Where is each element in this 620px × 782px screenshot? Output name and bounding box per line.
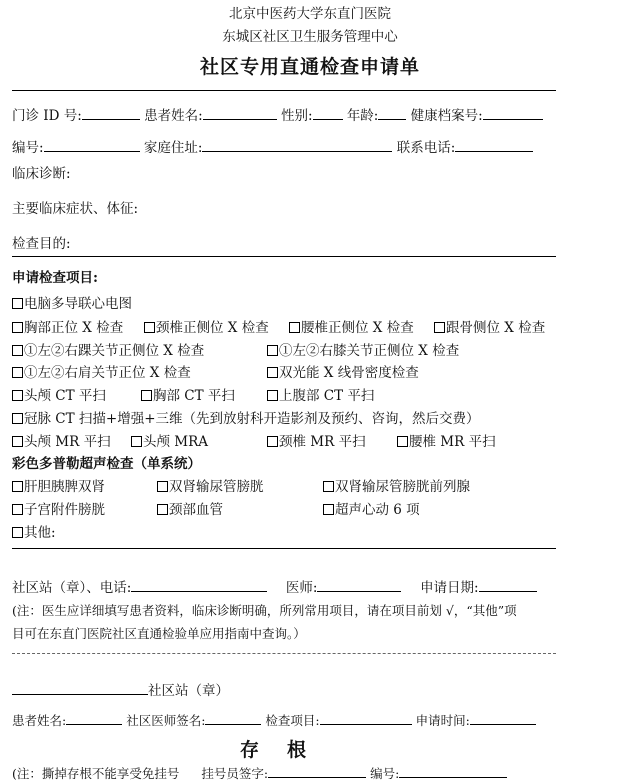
center-name: 东城区社区卫生服务管理中心 <box>222 29 398 45</box>
stub-number-label: 编号: <box>370 766 400 781</box>
exam-item-bone-density[interactable] <box>267 361 419 381</box>
checkbox[interactable] <box>12 345 23 356</box>
exam-item-label: 冠脉 CT 扫描+增强+三维（先到放射科开造影剂及预约、咨询，然后交费） <box>24 411 480 427</box>
patient-info-row-1 <box>12 104 543 124</box>
address-label: 家庭住址: <box>143 140 203 156</box>
exam-item-us-heart[interactable] <box>323 498 420 518</box>
tear-line <box>12 653 556 654</box>
checkbox[interactable] <box>323 481 334 492</box>
serial-no-label: 编号: <box>12 140 44 156</box>
exam-item-label: 颈部血管 <box>169 502 223 518</box>
note-line-1: (注：医生应详细填写患者资料，临床诊断明确，所列常用项目，请在项目前划 √，“其他”项 <box>12 603 517 618</box>
checkbox[interactable] <box>289 322 300 333</box>
exam-section-title: 申请检查项目: <box>12 270 98 286</box>
exam-item-label: 头颅 MR 平扫 <box>24 434 111 450</box>
exam-item-xray-knee[interactable] <box>267 339 459 359</box>
exam-item-label: 电脑多导联心电图 <box>24 296 132 312</box>
exam-item-xray-cervical[interactable] <box>144 316 269 336</box>
gender-field[interactable] <box>313 107 343 120</box>
exam-item-label: 上腹部 CT 平扫 <box>279 388 375 404</box>
stub-exam-item-label: 检查项目: <box>265 713 320 728</box>
exam-item-xray-shoulder[interactable] <box>12 361 191 381</box>
checkbox[interactable] <box>434 322 445 333</box>
checkbox[interactable] <box>267 436 278 447</box>
exam-item-label: ①左②右肩关节正位 X 检查 <box>24 365 191 381</box>
exam-item-us-neck[interactable] <box>157 498 223 518</box>
exam-item-xray-ankle[interactable] <box>12 339 204 359</box>
checkbox[interactable] <box>267 367 278 378</box>
stub-station-field[interactable] <box>12 682 148 695</box>
gender-label: 性别: <box>280 108 313 124</box>
exam-item-ct-chest[interactable] <box>141 384 235 404</box>
hospital-name: 北京中医药大学东直门医院 <box>229 6 391 22</box>
exam-item-label: 头颅 MRA <box>143 434 209 450</box>
checkbox[interactable] <box>12 527 23 538</box>
age-label: 年龄: <box>346 108 379 124</box>
exam-item-xray-heel[interactable] <box>434 316 545 336</box>
doctor-label: 医师: <box>285 580 318 596</box>
checkbox[interactable] <box>157 481 168 492</box>
stub-apply-time-label: 申请时间: <box>415 713 470 728</box>
checkbox[interactable] <box>12 504 23 515</box>
exam-item-label: 子宫附件膀胱 <box>24 502 105 518</box>
exam-item-label: 头颅 CT 平扫 <box>24 388 106 404</box>
checkbox[interactable] <box>131 436 142 447</box>
checkbox[interactable] <box>323 504 334 515</box>
diagnosis-label: 临床诊断: <box>12 166 71 182</box>
exam-item-us-kidney-prostate[interactable] <box>323 475 470 495</box>
stub-registrar-label: 挂号员签字: <box>201 766 269 781</box>
exam-item-ct-head[interactable] <box>12 384 106 404</box>
exam-item-label: 颈椎 MR 平扫 <box>279 434 366 450</box>
exam-item-xray-chest[interactable] <box>12 316 123 336</box>
serial-no-field[interactable] <box>44 139 140 152</box>
exam-item-label: 双光能 X 线骨密度检查 <box>279 365 419 381</box>
checkbox[interactable] <box>12 390 23 401</box>
checkbox[interactable] <box>12 298 23 309</box>
checkbox[interactable] <box>267 345 278 356</box>
purpose-label: 检查目的: <box>12 236 71 252</box>
exam-item-label: 胸部 CT 平扫 <box>153 388 235 404</box>
exam-item-label: 双肾输尿管膀胱 <box>169 479 264 495</box>
checkbox[interactable] <box>267 390 278 401</box>
divider <box>12 90 556 91</box>
exam-item-label: 颈椎正侧位 X 检查 <box>156 320 269 336</box>
stub-title: 存根 <box>240 739 335 761</box>
health-record-label: 健康档案号: <box>410 108 483 124</box>
exam-item-mr-lumbar[interactable] <box>397 430 496 450</box>
phone-field[interactable] <box>455 139 533 152</box>
stub-number-field[interactable] <box>399 765 507 778</box>
doctor-field[interactable] <box>317 579 401 592</box>
exam-item-us-uterus[interactable] <box>12 498 105 518</box>
stub-doctor-sign-field[interactable] <box>205 712 261 725</box>
symptoms-label: 主要临床症状、体征: <box>12 201 139 217</box>
exam-item-us-liver[interactable] <box>12 475 105 495</box>
exam-item-ecg[interactable] <box>12 292 132 312</box>
checkbox[interactable] <box>141 390 152 401</box>
checkbox[interactable] <box>12 413 23 424</box>
divider <box>12 256 556 257</box>
stub-station-row <box>12 679 229 699</box>
exam-item-label: 跟骨侧位 X 检查 <box>446 320 546 336</box>
stub-footer-row <box>12 764 507 782</box>
form-title: 社区专用直通检查申请单 <box>199 56 420 78</box>
apply-date-field[interactable] <box>479 579 537 592</box>
apply-date-label: 申请日期: <box>420 580 479 596</box>
patient-info-row-2 <box>12 136 533 156</box>
exam-item-label: 其他: <box>24 525 56 541</box>
checkbox[interactable] <box>12 367 23 378</box>
exam-item-label: 腰椎正侧位 X 检查 <box>301 320 414 336</box>
checkbox[interactable] <box>397 436 408 447</box>
ultrasound-title: 彩色多普勒超声检查（单系统） <box>12 456 201 472</box>
signature-row <box>12 576 537 596</box>
checkbox[interactable] <box>144 322 155 333</box>
exam-item-label: 胸部正位 X 检查 <box>24 320 124 336</box>
clinic-id-label: 门诊 ID 号: <box>12 108 82 124</box>
checkbox[interactable] <box>12 436 23 447</box>
exam-item-label: 腰椎 MR 平扫 <box>409 434 496 450</box>
exam-item-mr-cervical[interactable] <box>267 430 366 450</box>
stub-doctor-sign-label: 社区医师签名: <box>126 713 206 728</box>
clinic-id-field[interactable] <box>82 107 140 120</box>
stub-station-label: 社区站（章） <box>148 683 229 699</box>
exam-item-label: ①左②右膝关节正侧位 X 检查 <box>279 343 460 359</box>
phone-label: 联系电话: <box>396 140 456 156</box>
exam-item-other[interactable] <box>12 521 56 541</box>
exam-item-ct-abdomen[interactable] <box>267 384 374 404</box>
stub-registrar-field[interactable] <box>268 765 366 778</box>
checkbox[interactable] <box>12 322 23 333</box>
divider <box>12 548 556 549</box>
exam-item-label: 肝胆胰脾双肾 <box>24 479 105 495</box>
stub-note: (注：撕掉存根不能享受免挂号 <box>12 766 180 781</box>
health-record-field[interactable] <box>483 107 543 120</box>
exam-item-mra-head[interactable] <box>131 430 208 450</box>
stub-patient-name-label: 患者姓名: <box>12 713 67 728</box>
stub-info-row <box>12 711 536 729</box>
stub-apply-time-field[interactable] <box>470 712 536 725</box>
stub-exam-item-field[interactable] <box>320 712 412 725</box>
checkbox[interactable] <box>157 504 168 515</box>
exam-item-mr-head[interactable] <box>12 430 111 450</box>
exam-item-us-kidney[interactable] <box>157 475 264 495</box>
exam-item-label: ①左②右踝关节正侧位 X 检查 <box>24 343 205 359</box>
exam-item-label: 超声心动 6 项 <box>335 502 420 518</box>
patient-name-field[interactable] <box>203 107 277 120</box>
note-line-2: 目可在东直门医院社区直通检验单应用指南中查询。） <box>12 626 306 641</box>
exam-item-xray-lumbar[interactable] <box>289 316 414 336</box>
stub-patient-name-field[interactable] <box>66 712 122 725</box>
station-phone-field[interactable] <box>131 579 267 592</box>
patient-name-label: 患者姓名: <box>144 108 203 124</box>
age-field[interactable] <box>378 107 406 120</box>
station-phone-label: 社区站（章）、电话: <box>12 580 132 596</box>
address-field[interactable] <box>202 139 392 152</box>
exam-item-ct-coronary[interactable] <box>12 407 480 427</box>
exam-item-label: 双肾输尿管膀胱前列腺 <box>335 479 470 495</box>
checkbox[interactable] <box>12 481 23 492</box>
